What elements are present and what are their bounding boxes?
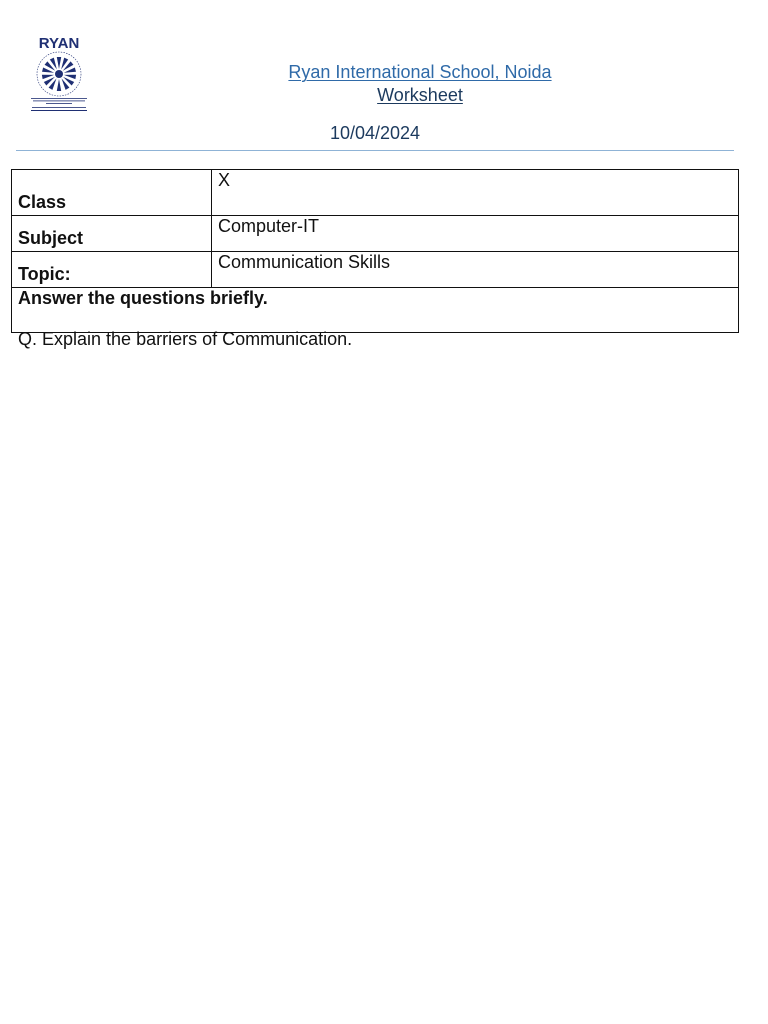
subject-label: Subject: [12, 216, 212, 252]
instruction-text: Answer the questions briefly.: [12, 288, 739, 333]
subject-value: Computer-IT: [212, 216, 739, 252]
table-row-topic: [12, 252, 739, 288]
document-date: 10/04/2024: [329, 123, 421, 143]
school-logo: [28, 34, 90, 114]
class-value: X: [212, 170, 739, 216]
table-row-class: [12, 170, 739, 216]
class-label: Class: [12, 170, 212, 216]
topic-value: Communication Skills: [212, 252, 739, 288]
school-name[interactable]: Ryan International School, Noida: [288, 62, 552, 82]
svg-text:RYAN: RYAN: [38, 35, 80, 52]
document-title[interactable]: Worksheet: [377, 85, 463, 105]
topic-label: Topic:: [12, 252, 212, 288]
question-1: Q. Explain the barriers of Communication.: [18, 329, 353, 349]
header-divider: [16, 150, 734, 151]
table-row-subject: [12, 216, 739, 252]
worksheet-info-table: [11, 169, 739, 333]
table-row-instruction: [12, 288, 739, 333]
